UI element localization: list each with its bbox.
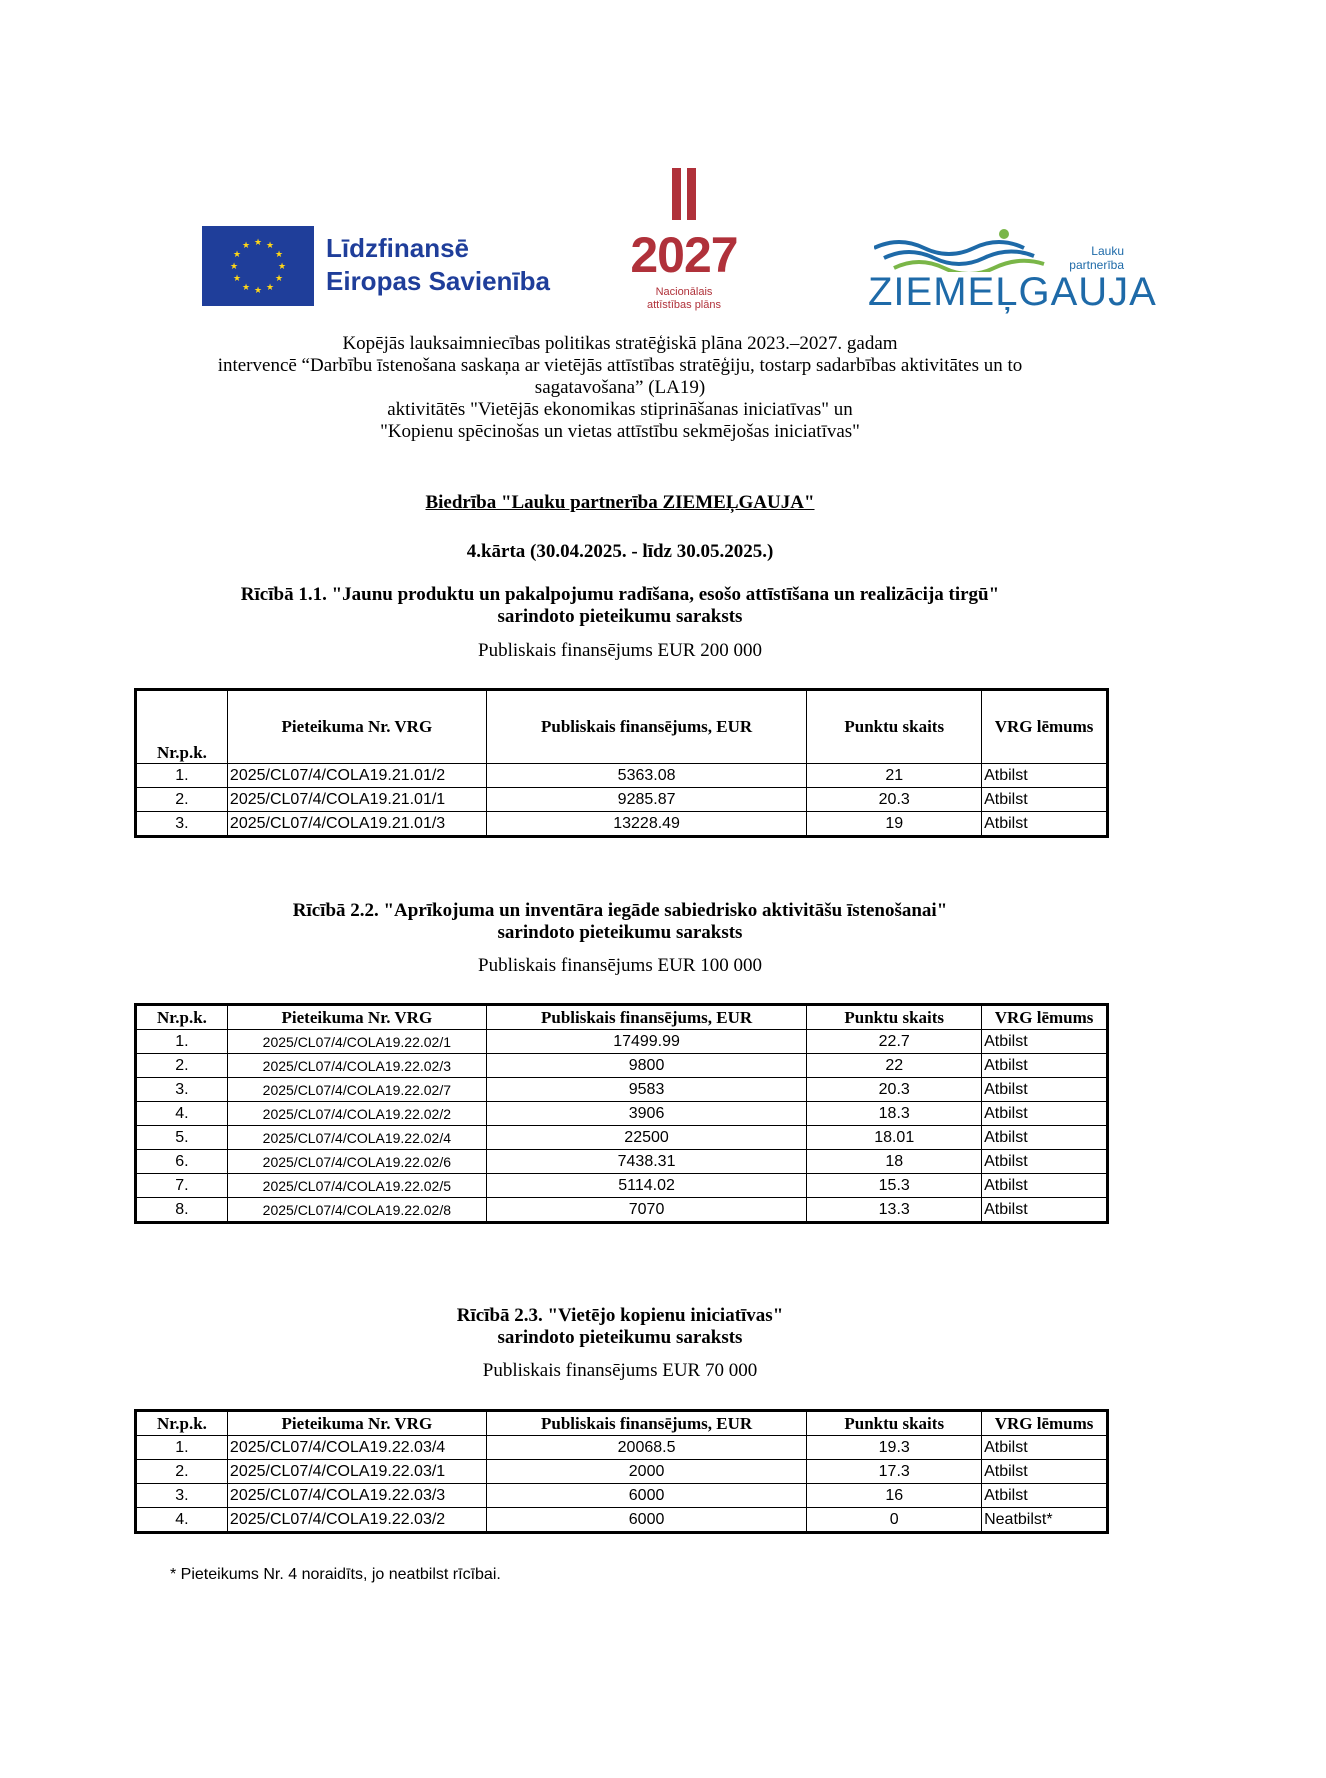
cell-points: 22 xyxy=(807,1054,982,1078)
table-header-row xyxy=(136,690,1108,764)
zg-small-label xyxy=(1068,244,1124,272)
header-points: Punktu skaits xyxy=(807,690,982,764)
cell-decision: Atbilst xyxy=(982,1054,1108,1078)
cell-nr: 1. xyxy=(136,764,228,788)
cell-decision: Atbilst xyxy=(982,1126,1108,1150)
cell-funding: 9583 xyxy=(486,1078,807,1102)
nap-line1: Nacionālais xyxy=(655,286,713,298)
cell-funding: 5363.08 xyxy=(486,764,807,788)
cell-funding: 3906 xyxy=(486,1102,807,1126)
svg-text:★: ★ xyxy=(274,250,284,260)
cell-app: 2025/CL07/4/COLA19.22.03/1 xyxy=(227,1460,486,1484)
table-row xyxy=(136,1198,1108,1223)
eu-line2: Eiropas Savienība xyxy=(326,266,550,296)
table-row xyxy=(136,1436,1108,1460)
cell-funding: 7070 xyxy=(486,1198,807,1223)
cell-funding: 6000 xyxy=(486,1484,807,1508)
cell-decision: Neatbilst* xyxy=(982,1508,1108,1533)
cell-points: 17.3 xyxy=(807,1460,982,1484)
cell-points: 18.01 xyxy=(807,1126,982,1150)
section2-title xyxy=(130,900,1110,944)
cell-points: 18 xyxy=(807,1150,982,1174)
zg-small1: Lauku xyxy=(1091,244,1124,258)
cell-app: 2025/CL07/4/COLA19.21.01/1 xyxy=(227,788,486,812)
intro-line1: Kopējās lauksaimniecības politikas stratēģiskā plāna 2023.–2027. gadam xyxy=(342,333,898,354)
section1-title1: Rīcībā 1.1. "Jaunu produktu un pakalpojumu radīšana, esošo attīstīšana un realizācija tirgū" xyxy=(240,584,1000,605)
section1-table xyxy=(134,688,1109,838)
eu-cofinanced-label xyxy=(326,232,550,298)
header-points: Punktu skaits xyxy=(807,1411,982,1436)
cell-funding: 5114.02 xyxy=(486,1174,807,1198)
cell-points: 13.3 xyxy=(807,1198,982,1223)
section3-title1: Rīcībā 2.3. "Vietējo kopienu iniciatīvas" xyxy=(456,1305,784,1326)
cell-funding: 17499.99 xyxy=(486,1030,807,1054)
header-decision: VRG lēmums xyxy=(982,1005,1108,1030)
svg-text:★: ★ xyxy=(232,250,242,260)
section3-title xyxy=(130,1305,1110,1349)
header-decision: VRG lēmums xyxy=(982,1411,1108,1436)
cell-funding: 9285.87 xyxy=(486,788,807,812)
table-row xyxy=(136,1054,1108,1078)
table-row xyxy=(136,1030,1108,1054)
header-points: Punktu skaits xyxy=(807,1005,982,1030)
svg-text:★: ★ xyxy=(241,283,251,293)
eu-flag-logo xyxy=(202,226,314,306)
svg-text:★: ★ xyxy=(241,241,251,251)
svg-text:★: ★ xyxy=(229,262,239,272)
cell-points: 18.3 xyxy=(807,1102,982,1126)
intro-line5: "Kopienu spēcinošas un vietas attīstību sekmējošas iniciatīvas" xyxy=(380,421,860,442)
cell-funding: 6000 xyxy=(486,1508,807,1533)
cell-decision: Atbilst xyxy=(982,1102,1108,1126)
cell-nr: 8. xyxy=(136,1198,228,1223)
cell-nr: 5. xyxy=(136,1126,228,1150)
cell-nr: 4. xyxy=(136,1102,228,1126)
cell-funding: 9800 xyxy=(486,1054,807,1078)
intro-line3: sagatavošana” (LA19) xyxy=(534,377,706,398)
cell-app: 2025/CL07/4/COLA19.22.02/7 xyxy=(227,1078,486,1102)
cell-app: 2025/CL07/4/COLA19.22.02/4 xyxy=(227,1126,486,1150)
cell-nr: 2. xyxy=(136,788,228,812)
section2-title2: sarindoto pieteikumu saraksts xyxy=(497,922,743,943)
intro-line4: aktivitātēs "Vietējās ekonomikas stiprināšanas iniciatīvas" un xyxy=(387,399,853,420)
cell-app: 2025/CL07/4/COLA19.22.02/8 xyxy=(227,1198,486,1223)
section3-funding: Publiskais finansējums EUR 70 000 xyxy=(482,1360,758,1381)
header-funding: Publiskais finansējums, EUR xyxy=(486,690,807,764)
table-row xyxy=(136,1484,1108,1508)
svg-text:★: ★ xyxy=(265,283,275,293)
table-row xyxy=(136,1126,1108,1150)
cell-points: 16 xyxy=(807,1484,982,1508)
svg-text:★: ★ xyxy=(274,274,284,284)
header-nr: Nr.p.k. xyxy=(136,1005,228,1030)
cell-decision: Atbilst xyxy=(982,788,1108,812)
cell-funding: 20068.5 xyxy=(486,1436,807,1460)
cell-decision: Atbilst xyxy=(982,1484,1108,1508)
cell-nr: 3. xyxy=(136,1078,228,1102)
footnote: * Pieteikums Nr. 4 noraidīts, jo neatbilst rīcībai. xyxy=(170,1566,501,1583)
table-header-row xyxy=(136,1411,1108,1436)
cell-app: 2025/CL07/4/COLA19.22.03/2 xyxy=(227,1508,486,1533)
eu-stars-icon xyxy=(202,226,314,306)
header-funding: Publiskais finansējums, EUR xyxy=(486,1005,807,1030)
table-row xyxy=(136,812,1108,837)
cell-points: 19.3 xyxy=(807,1436,982,1460)
svg-text:★: ★ xyxy=(265,241,275,251)
cell-nr: 6. xyxy=(136,1150,228,1174)
cell-decision: Atbilst xyxy=(982,1174,1108,1198)
nap-bars-icon xyxy=(620,168,748,228)
cell-app: 2025/CL07/4/COLA19.21.01/2 xyxy=(227,764,486,788)
cell-decision: Atbilst xyxy=(982,1436,1108,1460)
svg-text:★: ★ xyxy=(253,286,263,296)
nap-subtitle xyxy=(620,286,748,312)
cell-nr: 7. xyxy=(136,1174,228,1198)
org-title: Biedrība "Lauku partnerība ZIEMEĻGAUJA" xyxy=(425,492,815,513)
section1-title xyxy=(130,584,1110,628)
cell-nr: 2. xyxy=(136,1054,228,1078)
header-app: Pieteikuma Nr. VRG xyxy=(227,690,486,764)
table-row xyxy=(136,764,1108,788)
cell-app: 2025/CL07/4/COLA19.22.02/6 xyxy=(227,1150,486,1174)
zg-small2: partnerība xyxy=(1069,258,1124,272)
svg-text:★: ★ xyxy=(277,262,287,272)
cell-app: 2025/CL07/4/COLA19.22.02/3 xyxy=(227,1054,486,1078)
header-app: Pieteikuma Nr. VRG xyxy=(227,1005,486,1030)
section2-funding: Publiskais finansējums EUR 100 000 xyxy=(478,955,762,976)
cell-decision: Atbilst xyxy=(982,812,1108,837)
cell-nr: 1. xyxy=(136,1436,228,1460)
section1-title2: sarindoto pieteikumu saraksts xyxy=(497,606,743,627)
nap-number: 2027 xyxy=(630,227,738,283)
nap-line2: attīstības plāns xyxy=(647,299,721,311)
ziemelgauja-logo xyxy=(868,226,1157,316)
cell-decision: Atbilst xyxy=(982,764,1108,788)
cell-decision: Atbilst xyxy=(982,1198,1108,1223)
cell-nr: 3. xyxy=(136,812,228,837)
table-row xyxy=(136,1174,1108,1198)
cell-app: 2025/CL07/4/COLA19.21.01/3 xyxy=(227,812,486,837)
cell-decision: Atbilst xyxy=(982,1030,1108,1054)
table-row xyxy=(136,1460,1108,1484)
table-row xyxy=(136,1508,1108,1533)
nap-2027-logo xyxy=(620,168,748,314)
cell-nr: 4. xyxy=(136,1508,228,1533)
section2-title1: Rīcībā 2.2. "Aprīkojuma un inventāra iegāde sabiedrisko aktivitāšu īstenošanai" xyxy=(292,900,948,921)
header-nr: Nr.p.k. xyxy=(136,690,228,764)
section1-funding: Publiskais finansējums EUR 200 000 xyxy=(478,640,762,661)
section2-table xyxy=(134,1003,1109,1224)
cell-app: 2025/CL07/4/COLA19.22.02/1 xyxy=(227,1030,486,1054)
eu-line1: Līdzfinansē xyxy=(326,233,470,263)
intro-block xyxy=(130,333,1110,443)
cell-points: 15.3 xyxy=(807,1174,982,1198)
zg-wordmark: ZIEMEĻGAUJA xyxy=(868,270,1157,314)
cell-decision: Atbilst xyxy=(982,1460,1108,1484)
table-row xyxy=(136,1102,1108,1126)
cell-decision: Atbilst xyxy=(982,1078,1108,1102)
intro-line2: intervencē “Darbību īstenošana saskaņa ar vietējās attīstības stratēģiju, tostarp sadarbības aktivitātes un to xyxy=(217,355,1023,376)
cell-nr: 3. xyxy=(136,1484,228,1508)
header-decision: VRG lēmums xyxy=(982,690,1108,764)
cell-nr: 1. xyxy=(136,1030,228,1054)
cell-points: 0 xyxy=(807,1508,982,1533)
header-nr: Nr.p.k. xyxy=(136,1411,228,1436)
cell-points: 22.7 xyxy=(807,1030,982,1054)
table-header-row xyxy=(136,1005,1108,1030)
cell-points: 19 xyxy=(807,812,982,837)
header-funding: Publiskais finansējums, EUR xyxy=(486,1411,807,1436)
section3-title2: sarindoto pieteikumu saraksts xyxy=(497,1327,743,1348)
section3-table xyxy=(134,1409,1109,1534)
cell-app: 2025/CL07/4/COLA19.22.02/2 xyxy=(227,1102,486,1126)
table-row xyxy=(136,1078,1108,1102)
cell-app: 2025/CL07/4/COLA19.22.02/5 xyxy=(227,1174,486,1198)
table-row xyxy=(136,1150,1108,1174)
round-title: 4.kārta (30.04.2025. - līdz 30.05.2025.) xyxy=(466,541,774,562)
cell-funding: 22500 xyxy=(486,1126,807,1150)
cell-points: 20.3 xyxy=(807,1078,982,1102)
cell-decision: Atbilst xyxy=(982,1150,1108,1174)
table-row xyxy=(136,788,1108,812)
cell-funding: 2000 xyxy=(486,1460,807,1484)
cell-app: 2025/CL07/4/COLA19.22.03/4 xyxy=(227,1436,486,1460)
cell-app: 2025/CL07/4/COLA19.22.03/3 xyxy=(227,1484,486,1508)
cell-funding: 7438.31 xyxy=(486,1150,807,1174)
header-app: Pieteikuma Nr. VRG xyxy=(227,1411,486,1436)
svg-text:★: ★ xyxy=(232,274,242,284)
waves-icon xyxy=(874,226,1074,272)
cell-points: 21 xyxy=(807,764,982,788)
cell-funding: 13228.49 xyxy=(486,812,807,837)
svg-text:★: ★ xyxy=(253,238,263,248)
cell-nr: 2. xyxy=(136,1460,228,1484)
cell-points: 20.3 xyxy=(807,788,982,812)
